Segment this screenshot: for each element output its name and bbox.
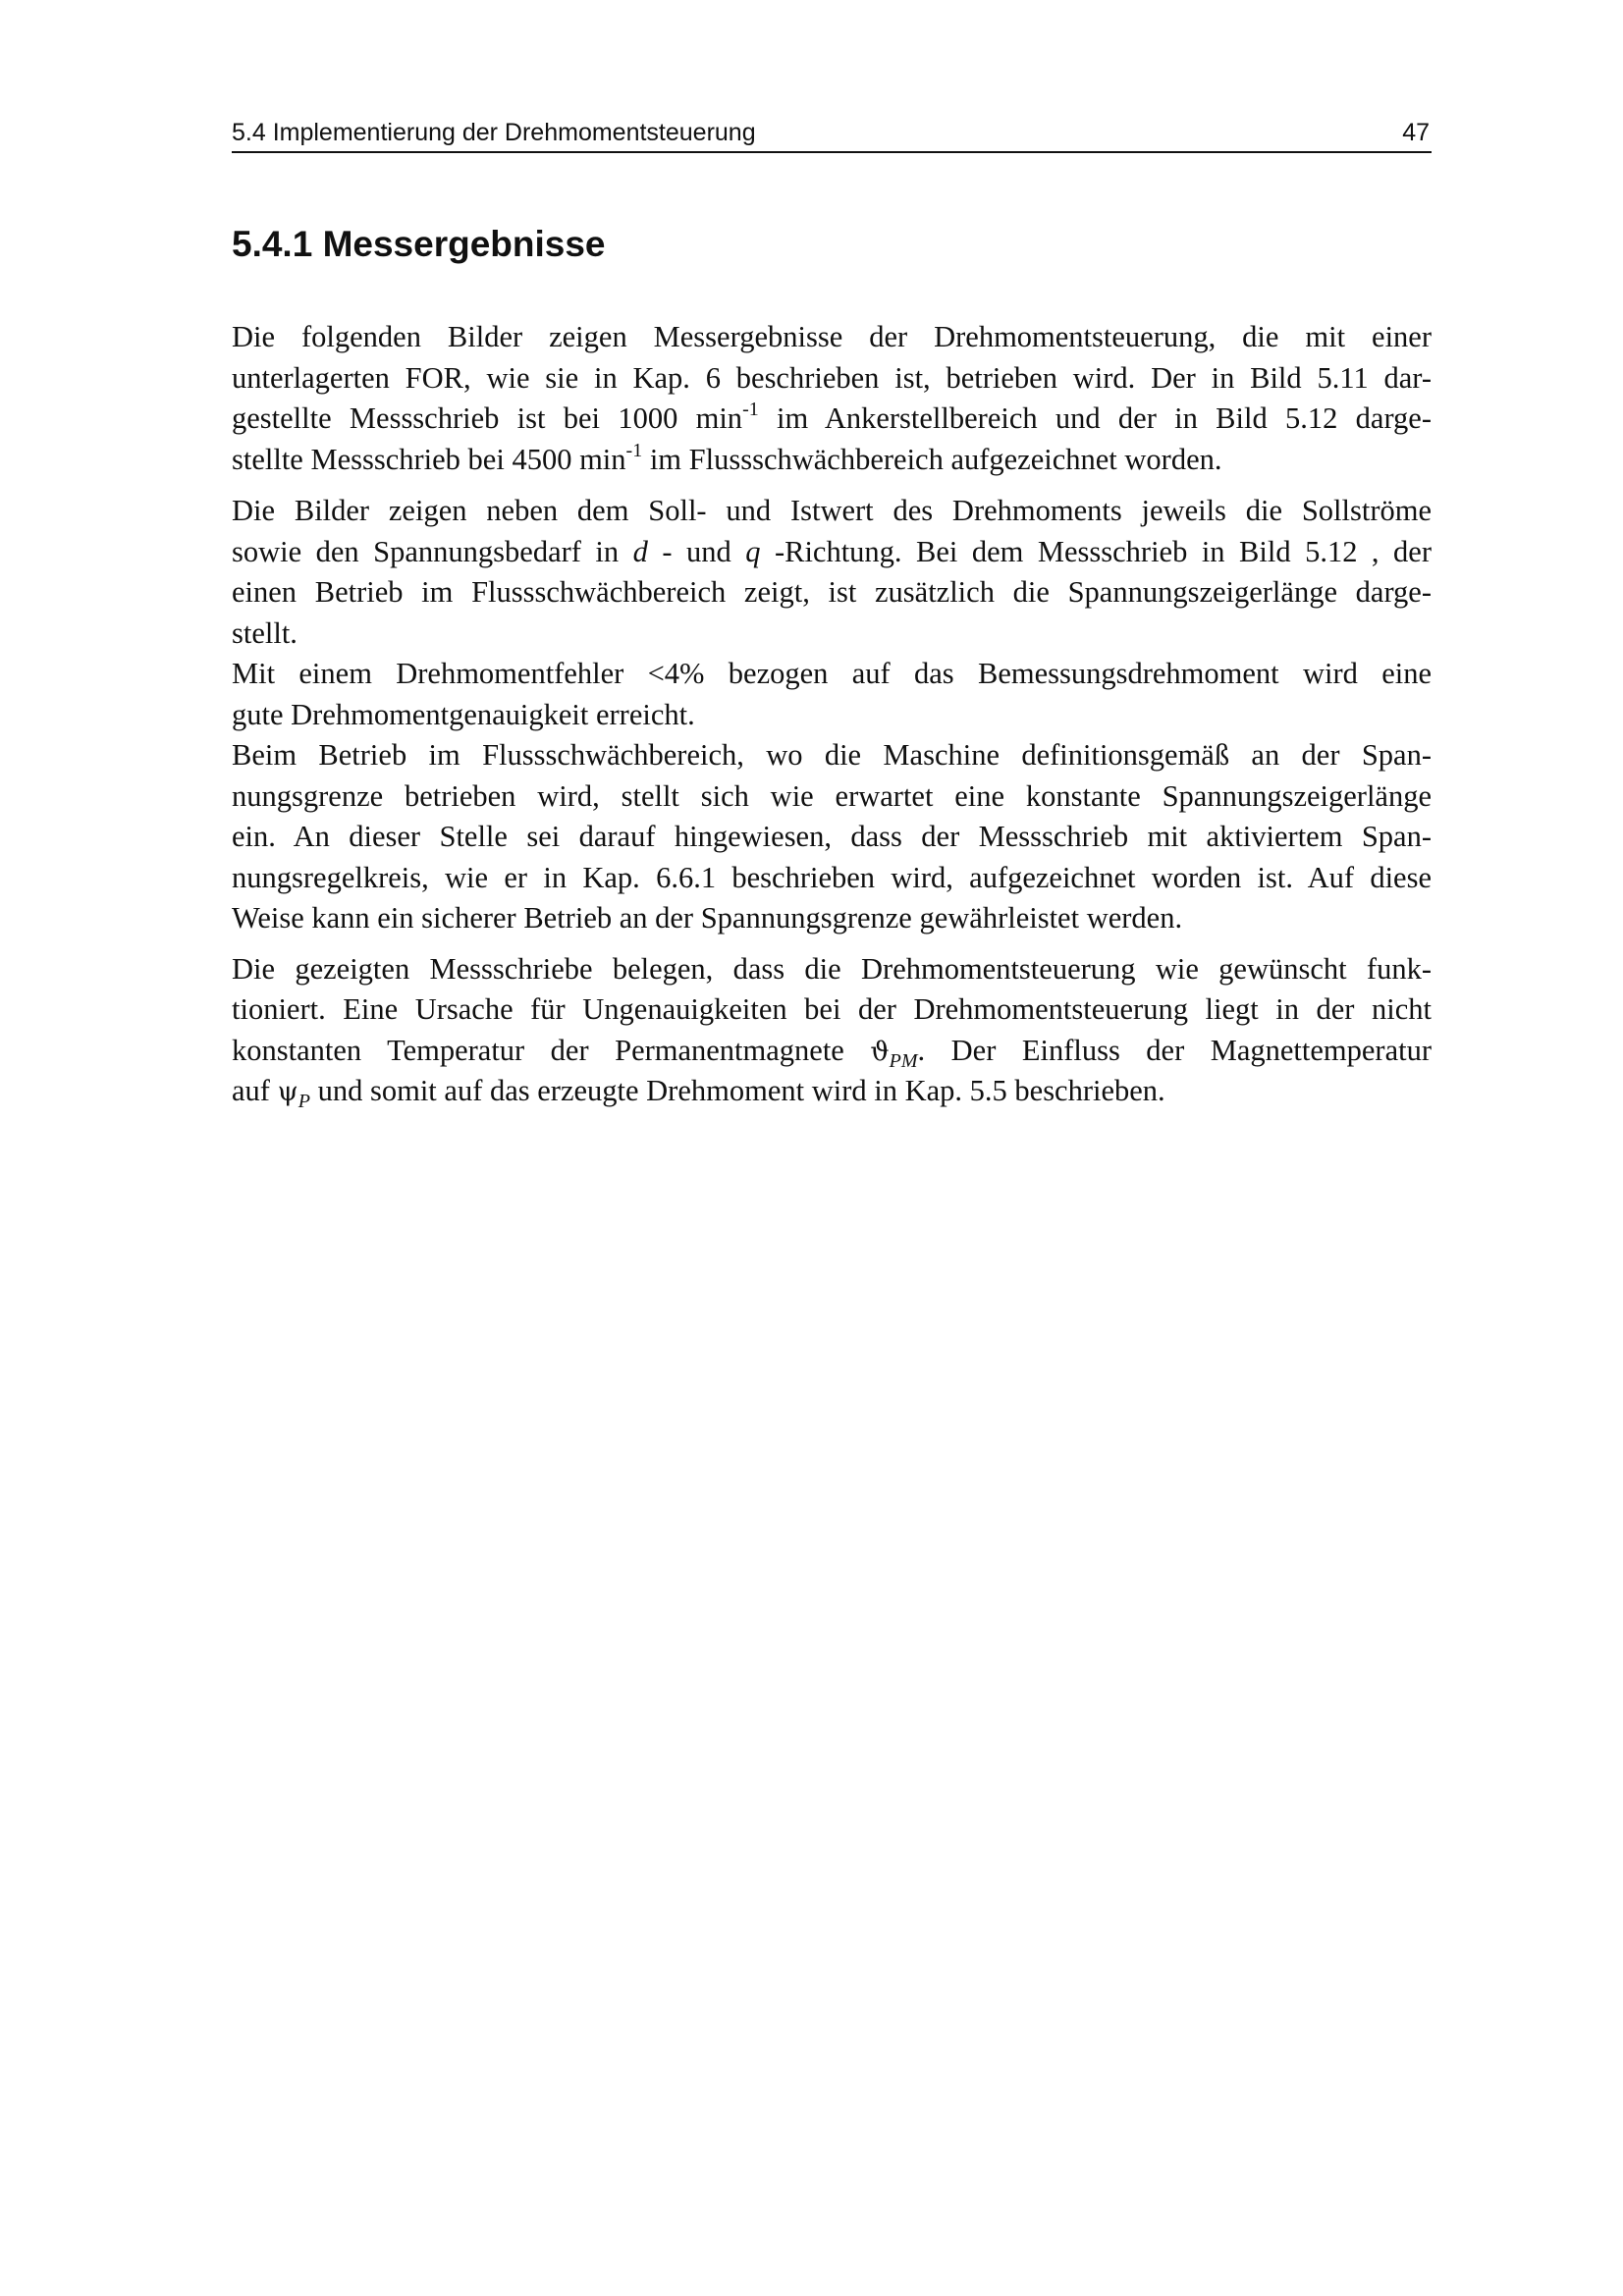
text-line <box>232 440 1432 481</box>
psi-symbol: ψ <box>277 1077 298 1107</box>
body-text <box>232 317 1432 1112</box>
section-heading: 5.4.1 Messergebnisse <box>232 224 606 264</box>
text-fragment: auf <box>232 1074 278 1107</box>
text-line: Weise kann ein sicherer Betrieb an der Spannungsgrenze gewährleistet werden. <box>232 901 1183 934</box>
math-symbol-d: d <box>632 534 648 568</box>
text-line <box>232 1071 1432 1112</box>
text-fragment: gestellte Messschrieb ist bei 1000 min <box>232 401 743 435</box>
text-line: Beim Betrieb im Flussschwächbereich, wo die Maschine definitionsgemäß an der Span- <box>232 738 1432 772</box>
text-fragment: - und <box>647 534 746 568</box>
subscript: P <box>298 1091 310 1112</box>
text-line <box>232 1031 1432 1072</box>
text-line: Die folgenden Bilder zeigen Messergebnisse der Drehmomentsteuerung, die mit einer <box>232 320 1432 353</box>
subscript: PM <box>889 1049 918 1072</box>
paragraph-intro <box>232 317 1432 481</box>
text-line: ein. An dieser Stelle sei darauf hingewiesen, dass der Messschrieb mit aktiviertem Span- <box>232 820 1432 853</box>
text-fragment: und somit auf das erzeugte Drehmoment wird in Kap. 5.5 beschrieben. <box>309 1074 1165 1107</box>
paragraph-results <box>232 491 1432 939</box>
text-line: tioniert. Eine Ursache für Ungenauigkeiten bei der Drehmomentsteuerung liegt in der nicht <box>232 992 1432 1026</box>
math-symbol-q: q <box>745 534 761 568</box>
text-line: nungsregelkreis, wie er in Kap. 6.6.1 beschrieben wird, aufgezeichnet worden ist. Auf diese <box>232 860 1432 894</box>
page-number: 47 <box>1402 119 1430 146</box>
text-line: Die gezeigten Messschriebe belegen, dass die Drehmomentsteuerung wie gewünscht funk- <box>232 951 1432 986</box>
text-fragment: stellte Messschrieb bei 4500 min <box>232 443 626 476</box>
paragraph-conclusion <box>232 949 1432 1112</box>
theta-symbol: ϑ <box>870 1036 890 1067</box>
text-fragment: im Ankerstellbereich und der in Bild 5.12 darge- <box>758 401 1433 435</box>
text-fragment: . Der Einfluss der Magnettemperatur <box>917 1033 1432 1067</box>
text-line: gute Drehmomentgenauigkeit erreicht. <box>232 697 695 731</box>
text-line: nungsgrenze betrieben wird, stellt sich wie erwartet eine konstante Spannungszeigerlänge <box>232 778 1432 813</box>
text-line: einen Betrieb im Flussschwächbereich zeigt, ist zusätzlich die Spannungszeigerlänge darge- <box>232 575 1432 609</box>
exponent: -1 <box>625 440 643 461</box>
text-line <box>232 399 1432 440</box>
text-line: Mit einem Drehmomentfehler <4% bezogen auf das Bemessungsdrehmoment wird eine <box>232 657 1432 690</box>
text-line <box>232 532 1432 573</box>
text-line: unterlagerten FOR, wie sie in Kap. 6 beschrieben ist, betrieben wird. Der in Bild 5.11 dar- <box>232 360 1432 395</box>
text-fragment: -Richtung. Bei dem Messschrieb in Bild 5.12 , der <box>760 534 1432 568</box>
text-line: stellt. <box>232 615 298 650</box>
header-title: 5.4 Implementierung der Drehmomentsteuerung <box>232 119 756 146</box>
text-fragment: sowie den Spannungsbedarf in <box>232 534 633 568</box>
exponent: -1 <box>742 399 759 420</box>
text-fragment: im Flussschwächbereich aufgezeichnet worden. <box>642 443 1222 476</box>
text-fragment: konstanten Temperatur der Permanentmagnete <box>232 1033 871 1067</box>
text-line: Die Bilder zeigen neben dem Soll- und Istwert des Drehmoments jeweils die Sollströme <box>232 494 1432 527</box>
running-header <box>232 112 1432 153</box>
